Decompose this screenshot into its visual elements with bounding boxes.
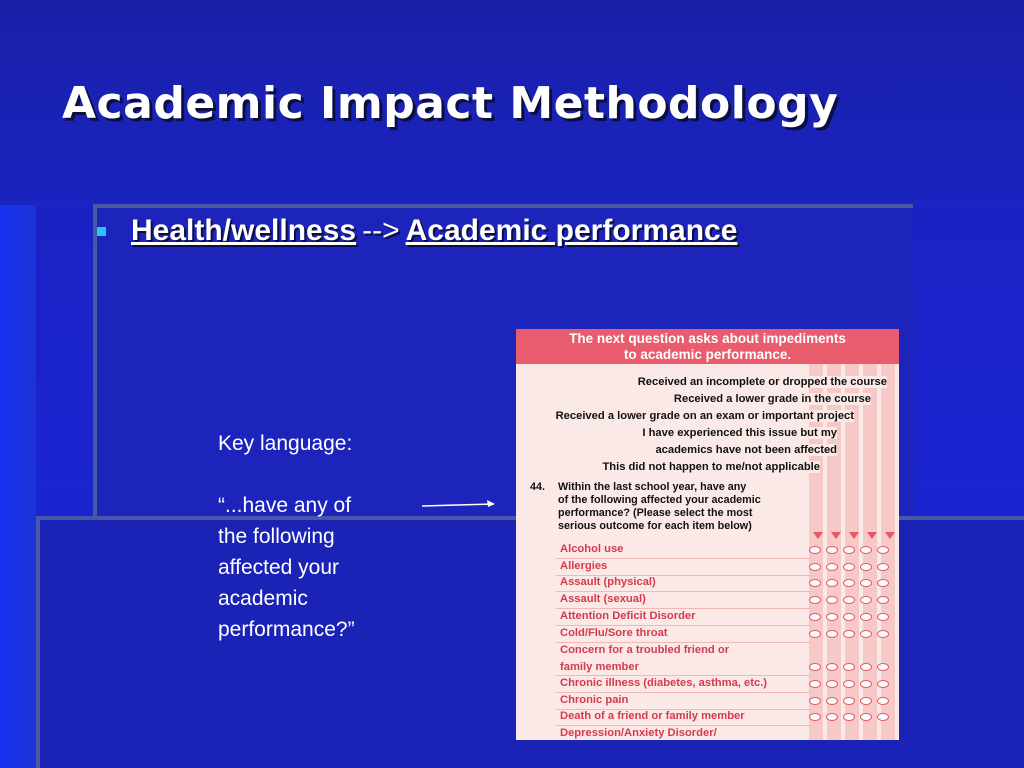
radio-group [809, 663, 891, 674]
bullet-part-health: Health/wellness [131, 214, 357, 247]
key-language-label: Key language: [218, 432, 353, 455]
key-quote-line: the following [218, 525, 335, 548]
key-language-note [218, 428, 418, 645]
survey-item: Allergies [560, 560, 608, 572]
left-edge-band [0, 205, 36, 768]
survey-option: I have experienced this issue but my [642, 427, 837, 439]
survey-option: Received a lower grade on an exam or important project [555, 410, 854, 422]
key-quote-line: “...have any of [218, 494, 352, 517]
survey-item: Cold/Flu/Sore throat [560, 627, 668, 639]
survey-item: Depression/Anxiety Disorder/ [560, 727, 717, 739]
question-line: performance? (Please select the most [558, 507, 753, 519]
question-line: of the following affected your academic [558, 494, 761, 506]
survey-item: Concern for a troubled friend or [560, 644, 730, 656]
survey-header-line: The next question asks about impediments [569, 331, 846, 346]
survey-item: family member [560, 661, 639, 673]
question-line: Within the last school year, have any [558, 481, 747, 493]
bullet-text [131, 214, 737, 248]
radio-group [809, 713, 891, 724]
radio-group [809, 596, 891, 607]
survey-item: Assault (physical) [560, 576, 656, 588]
column-marker-icon [867, 532, 877, 539]
key-quote-line: performance?” [218, 618, 355, 641]
key-quote-line: affected your [218, 556, 340, 579]
column-marker-icon [885, 532, 895, 539]
radio-group [809, 630, 891, 641]
survey-option: Received a lower grade in the course [673, 393, 871, 405]
survey-item: Chronic illness (diabetes, asthma, etc.) [560, 677, 768, 689]
bullet-arrow: --> [362, 214, 400, 247]
survey-option: Received an incomplete or dropped the course [637, 376, 887, 388]
survey-option: academics have not been affected [655, 444, 837, 456]
survey-image [516, 329, 899, 740]
arrow-right-icon [421, 496, 501, 512]
survey-item: Chronic pain [560, 694, 629, 706]
radio-group [809, 680, 891, 691]
column-marker-icon [849, 532, 859, 539]
survey-option: This did not happen to me/not applicable [602, 461, 820, 473]
bullet-icon [97, 227, 106, 236]
radio-group [809, 546, 891, 557]
radio-group [809, 563, 891, 574]
survey-item: Death of a friend or family member [560, 710, 745, 722]
radio-group [809, 697, 891, 708]
question-line: serious outcome for each item below) [558, 520, 752, 532]
column-marker-icon [813, 532, 823, 539]
column-marker-icon [831, 532, 841, 539]
survey-item: Attention Deficit Disorder [560, 610, 696, 622]
bullet-part-academic: Academic performance [405, 214, 738, 247]
survey-item: Assault (sexual) [560, 593, 646, 605]
radio-group [809, 613, 891, 624]
survey-header-line: to academic performance. [623, 347, 792, 362]
radio-group [809, 579, 891, 590]
survey-item: Alcohol use [560, 543, 624, 555]
slide-title: Academic Impact Methodology [62, 78, 839, 129]
survey-header [516, 329, 899, 364]
key-quote-line: academic [218, 587, 308, 610]
question-number: 44. [530, 481, 546, 493]
